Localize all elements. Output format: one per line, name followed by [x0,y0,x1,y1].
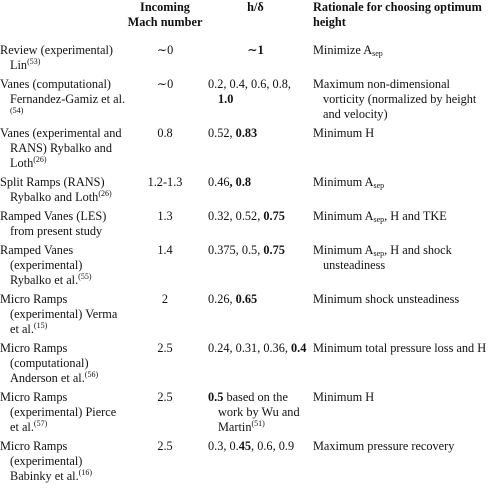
h-delta-cell [204,439,307,488]
rationale-text-tail: , H and TKE [384,209,447,223]
study-ref: (54) [10,106,24,115]
h-delta-optimum: 0.65 [235,292,258,306]
rationale-cell [307,175,491,209]
mach-cell: 2.5 [157,390,173,404]
study-cell [0,43,126,77]
study-ref: (26) [98,189,112,198]
rationale-text: Minimum A [313,209,374,223]
study-cell [0,292,126,341]
rationale-cell [307,43,491,77]
rationale-text: Minimum A [313,175,374,189]
rationale-text: Maximum non-dimensional vorticity (normalized by height and velocity) [313,77,477,121]
rationale-text-tail: , H and shock unsteadiness [323,243,452,272]
study-cell [0,243,126,292]
h-delta-values: 0.46 [208,175,230,189]
study-text: Micro Ramps (experimental) Pierce et al. [0,390,117,434]
study-text: Ramped Vanes (LES) from present study [0,209,107,238]
table-row [0,209,491,243]
study-ref: (53) [27,57,41,66]
rationale-sub: sep [373,215,385,224]
study-ref: (55) [78,272,92,281]
table-row [0,43,491,77]
h-delta-values: 0.52, [208,126,236,140]
study-ref: (15) [33,321,48,330]
table-row [0,341,491,390]
rationale-text: Minimize A [313,43,373,57]
rationale-text: Maximum pressure recovery [313,439,455,453]
mach-cell: ∼0 [156,77,174,91]
rationale-text: Minimum H [313,390,375,404]
rationale-cell [307,126,491,175]
table-row [0,390,491,439]
mach-cell: 1.2-1.3 [147,175,183,189]
rationale-cell [307,243,491,292]
table-row [0,175,491,209]
study-text: Review (experimental) Lin [0,43,114,72]
h-delta-optimum: , 0.8 [229,175,252,189]
header-study [0,0,126,43]
h-delta-values: 0.2, 0.4, 0.6, 0.8, [208,77,292,91]
h-delta-note-ref: (51) [251,419,265,428]
rationale-cell [307,341,491,390]
study-text: Ramped Vanes (experimental) Rybalko et al. [0,243,83,287]
h-delta-optimum: 0.75 [263,209,285,223]
h-delta-optimum: 45 [238,439,252,453]
h-delta-optimum: 0.5 [208,390,224,404]
h-delta-values: 0.375, 0.5, [208,243,264,257]
h-delta-note: based on the work by Wu and Martin [218,390,300,434]
study-ref: (57) [33,419,48,428]
study-cell [0,439,126,488]
rationale-sub: sep [372,49,383,58]
rationale-text: Minimum total pressure loss and H [313,341,487,355]
h-delta-cell [204,341,307,390]
h-delta-optimum: 0.4 [291,341,307,355]
table-row [0,126,491,175]
study-text: Micro Ramps (computational) Anderson et al. [0,341,89,385]
h-delta-values: 0.3, 0. [208,439,239,453]
table-row [0,439,491,488]
h-delta-cell [204,390,307,439]
header-h-delta: h/δ [247,0,264,14]
table-row [0,292,491,341]
rationale-cell [307,439,491,488]
mach-cell: 2.5 [157,341,173,355]
h-delta-cell [204,126,307,175]
h-delta-cell [204,43,307,77]
study-ref: (16) [78,468,92,477]
study-text: Vanes (computational) Fernandez-Gamiz et al. [0,77,126,106]
h-delta-cell [204,209,307,243]
header-row [0,0,491,43]
table-row [0,243,491,292]
mach-cell: 1.4 [157,243,173,257]
rationale-cell [307,292,491,341]
study-cell [0,126,126,175]
study-cell [0,175,126,209]
h-delta-values: 0.24, 0.31, 0.36, [208,341,292,355]
h-delta-values: 0.32, 0.52, [208,209,264,223]
rationale-sub: sep [373,249,385,258]
study-text: Split Ramps (RANS) Rybalko and Loth [0,175,105,204]
h-delta-optimum: 1.0 [218,92,234,106]
h-delta-optimum: 0.83 [235,126,258,140]
mach-cell: 1.3 [157,209,173,223]
table-row [0,77,491,126]
h-delta-cell [204,292,307,341]
study-text: Micro Ramps (experimental) Babinky et al. [0,439,83,483]
study-ref: (56) [84,370,99,379]
rationale-cell [307,209,491,243]
header-rationale: Rationale for choosing optimum height [313,0,482,29]
h-delta-cell [204,77,307,126]
mach-cell: 2.5 [157,439,173,453]
study-cell [0,341,126,390]
rationale-sub: sep [373,181,385,190]
h-delta-values: 0.26, [208,292,236,306]
mach-cell: 2 [161,292,169,306]
study-cell [0,77,126,126]
study-cell [0,390,126,439]
study-ref: (26) [33,155,47,164]
rationale-text: Minimum shock unsteadiness [313,292,460,306]
study-cell [0,209,126,243]
rationale-text: Minimum H [313,126,375,140]
h-delta-cell [204,243,307,292]
study-text: Vanes (experimental and RANS) Rybalko and Loth [0,126,122,170]
rationale-cell [307,77,491,126]
h-delta-values-tail: , 0.6, 0.9 [251,439,295,453]
rationale-cell [307,390,491,439]
study-text: Micro Ramps (experimental) Verma et al. [0,292,118,336]
rationale-text: Minimum A [313,243,374,257]
mach-cell: 0.8 [157,126,173,140]
h-delta-optimum: ∼1 [247,43,264,57]
h-delta-optimum: 0.75 [263,243,285,257]
h-delta-cell [204,175,307,209]
mach-cell: ∼0 [156,43,174,57]
header-mach: Incoming Mach number [127,0,203,29]
